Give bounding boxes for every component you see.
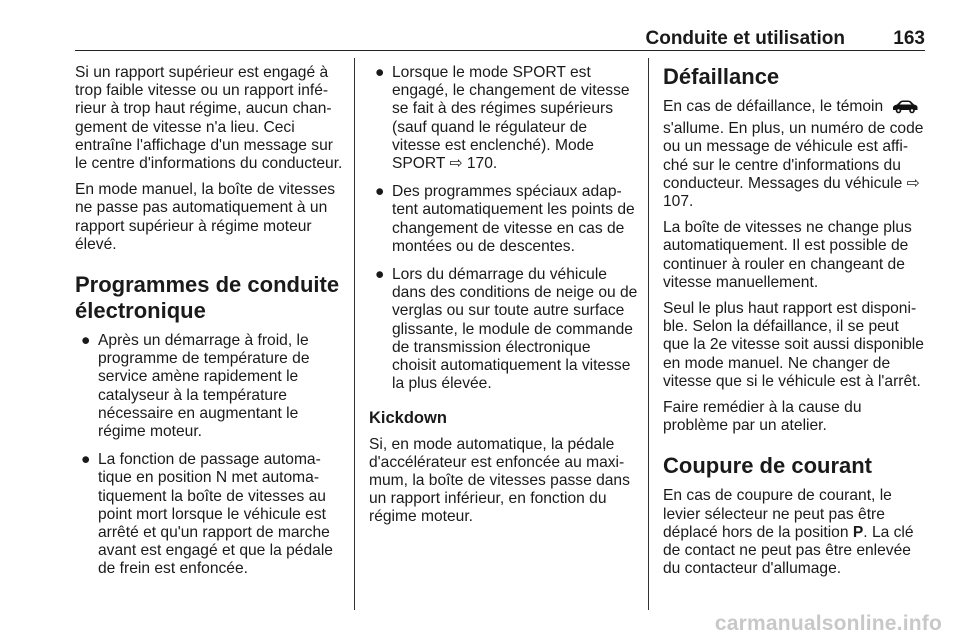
section-heading: Programmes de conduite électronique [75, 272, 340, 324]
car-warning-icon [891, 99, 919, 120]
bullet-icon: ● [375, 266, 385, 284]
paragraph-text: En cas de coupure de courant, le levier sélecteur ne peut pas être déplacé hors de la position [663, 487, 892, 541]
list-item-text: Des programmes spéciaux adaptent automatiquement les points de changement de vitesse en cas de montées ou de descentes. [392, 183, 635, 255]
list-item [369, 183, 639, 256]
paragraph: Faire remédier à la cause du problème par un atelier. [663, 399, 862, 435]
section-heading: Coupure de courant [663, 453, 873, 479]
page-number: 163 [893, 28, 925, 49]
bullet-icon: ● [81, 332, 91, 350]
list-item [75, 451, 345, 578]
column-left [75, 64, 345, 589]
paragraph: La boîte de vitesses ne change plus automatiquement. Il est possible de continuer à rouler en changeant de vitesse manuellement. [663, 219, 912, 291]
list-item [75, 332, 345, 441]
paragraph: Si, en mode automatique, la pédale d'accélérateur est enfoncée au maximum, la boîte de vitesses passe dans un rapport inférieur, en fonction du régime moteur. [369, 435, 630, 526]
paragraph [663, 487, 925, 578]
paragraph: En mode manuel, la boîte de vitesses ne passe pas automatiquement à un rapport supérieur à régime moteur élevé. [75, 181, 336, 253]
paragraph-text: . La clé de contact ne peut pas être enlevée du contacteur d'allumage. [663, 523, 914, 578]
list-item-text: Après un démarrage à froid, le programme de température de service amène rapidement le catalyseur à la température nécessaire en augmentant le régime moteur. [98, 332, 310, 441]
gear-position-label: P [852, 523, 864, 541]
list-item-text: Lors du démarrage du véhicule dans des conditions de neige ou de verglas ou sur toute autre surface glissante, le module de commande de transmission électronique choisit automatiquement la vitesse la plus élevée. [392, 266, 638, 393]
bullet-icon: ● [81, 451, 91, 469]
bullet-icon: ● [375, 183, 385, 201]
column-right [663, 64, 925, 586]
subsection-heading: Kickdown [369, 409, 447, 428]
list-item-text: Lorsque le mode SPORT est engagé, le changement de vitesse se fait à des régimes supérieurs (sauf quand le régulateur de vitesse est enclenché). Mode SPORT ⇨ 170. [392, 64, 630, 173]
paragraph: Seul le plus haut rapport est disponible. Selon la défaillance, il se peut que la 2e vitesse soit aussi disponible en mode manuel. Ne changer de vitesse que si le véhicule est à l'arrêt. [663, 300, 924, 390]
column-divider [354, 58, 355, 610]
bullet-list [369, 64, 639, 393]
list-item [369, 266, 639, 393]
watermark: carmanualsonline.info [714, 612, 942, 635]
section-heading: Défaillance [663, 64, 780, 89]
header-title: Conduite et utilisation [645, 28, 845, 49]
bullet-list [75, 332, 345, 579]
list-item-text: La fonction de passage automatique en position N met automatiquement la boîte de vitesses au point mort lorsque le véhicule est arrêté et qu'un rapport de marche avant est engagé et que la pédale de frein est enfoncée. [98, 451, 333, 578]
list-item [369, 64, 639, 173]
page-header [75, 26, 925, 51]
bullet-icon: ● [375, 64, 385, 81]
paragraph: Si un rapport supérieur est engagé à trop faible vitesse ou un rapport inférieur à trop haut régime, aucun changement de vitesse n'a lieu. Ceci entraîne l'affichage d'un message sur le centre d'informations du conducteur. [75, 64, 343, 173]
paragraph-text: s'allume. En plus, un numéro de code ou un message de véhicule est affiché sur le centre d'informations du conducteur. Messages du véhicule ⇨ 107. [663, 120, 924, 211]
paragraph [663, 98, 925, 211]
paragraph-text: En cas de défaillance, le témoin [663, 98, 884, 115]
column-middle [369, 64, 639, 535]
column-divider [648, 58, 649, 610]
